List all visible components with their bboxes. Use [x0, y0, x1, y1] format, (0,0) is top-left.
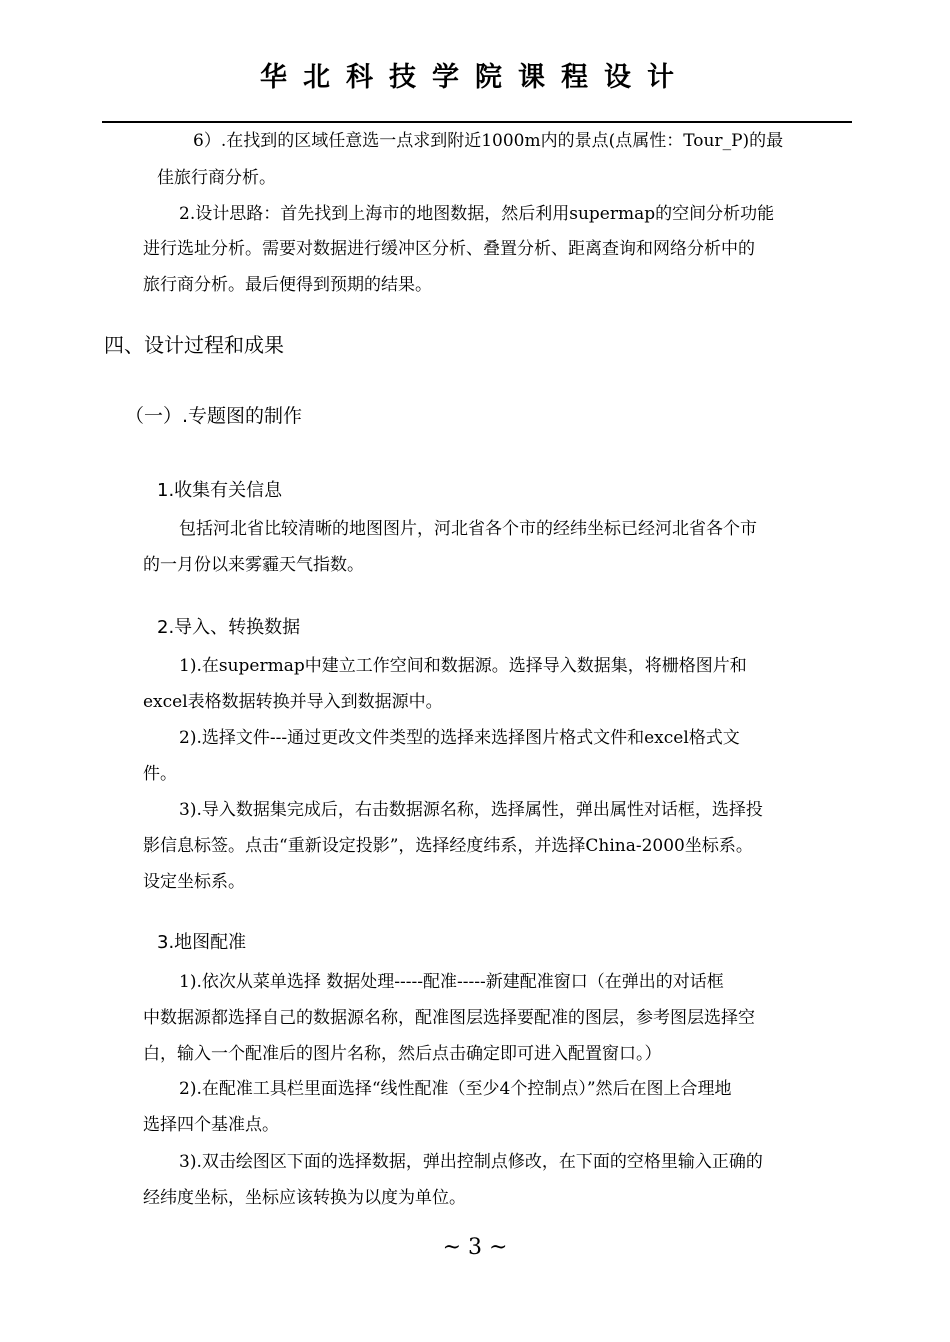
step3-p1-line2: 中数据源都选择自己的数据源名称，配准图层选择要配准的图层，参考图层选择空: [143, 1008, 755, 1028]
step1-heading: 1.收集有关信息: [157, 480, 283, 501]
step2-p3-line1: 3).导入数据集完成后，右击数据源名称，选择属性，弹出属性对话框，选择投: [179, 800, 763, 820]
subsection-heading: （一）.专题图的制作: [125, 405, 303, 427]
step3-p1-line1: 1).依次从菜单选择 数据处理-----配准-----新建配准窗口（在弹出的对话框: [179, 972, 724, 992]
item6-line1: 6）.在找到的区域任意选一点求到附近1000m内的景点(点属性：Tour_P)的最: [193, 131, 784, 151]
step3-p1-line3: 白，输入一个配准后的图片名称，然后点击确定即可进入配置窗口。）: [143, 1044, 662, 1064]
step2-heading: 2.导入、转换数据: [157, 617, 301, 638]
header-divider: [102, 121, 852, 123]
step3-p3-line2: 经纬度坐标，坐标应该转换为以度为单位。: [143, 1188, 466, 1208]
step1-line2: 的一月份以来雾霾天气指数。: [143, 555, 364, 575]
step1-line1: 包括河北省比较清晰的地图图片，河北省各个市的经纬坐标已经河北省各个市: [179, 519, 757, 539]
design-idea-line3: 旅行商分析。最后便得到预期的结果。: [143, 275, 432, 295]
step2-p3-line2: 影信息标签。点击“重新设定投影”，选择经度纬系，并选择China-2000坐标系。: [143, 836, 753, 856]
design-idea-line1: 2.设计思路：首先找到上海市的地图数据，然后利用supermap的空间分析功能: [179, 204, 775, 224]
step3-heading: 3.地图配准: [157, 932, 247, 953]
step2-p3-line3: 设定坐标系。: [143, 872, 245, 892]
step2-p1-line2: excel表格数据转换并导入到数据源中。: [143, 692, 443, 712]
step2-p2-line2: 件。: [143, 764, 177, 784]
item6-line2: 佳旅行商分析。: [157, 168, 276, 188]
header-title: 华北科技学院课程设计: [260, 62, 690, 93]
step2-p2-line1: 2).选择文件---通过更改文件类型的选择来选择图片格式文件和excel格式文: [179, 728, 740, 748]
design-idea-line2: 进行选址分析。需要对数据进行缓冲区分析、叠置分析、距离查询和网络分析中的: [143, 239, 755, 259]
step2-p1-line1: 1).在supermap中建立工作空间和数据源。选择导入数据集，将栅格图片和: [179, 656, 747, 676]
page-number: ~ 3 ~: [442, 1235, 508, 1260]
section-heading: 四、设计过程和成果: [104, 333, 284, 357]
step3-p3-line1: 3).双击绘图区下面的选择数据，弹出控制点修改，在下面的空格里输入正确的: [179, 1152, 763, 1172]
step3-p2-line2: 选择四个基准点。: [143, 1115, 279, 1135]
step3-p2-line1: 2).在配准工具栏里面选择“线性配准（至少4个控制点）”然后在图上合理地: [179, 1079, 732, 1099]
